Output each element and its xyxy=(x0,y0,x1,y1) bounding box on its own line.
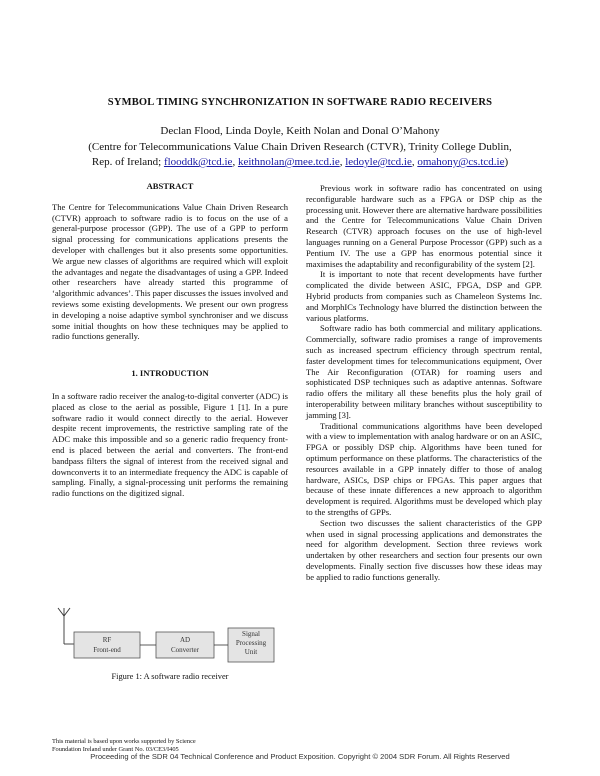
email-link-doyle[interactable]: ledoyle@tcd.ie xyxy=(345,156,412,168)
figure-caption: Figure 1: A software radio receiver xyxy=(111,672,229,681)
email-separator: , xyxy=(232,156,238,168)
author-emails xyxy=(40,155,560,171)
paper-title: SYMBOL TIMING SYNCHRONIZATION IN SOFTWARE RADIO RECEIVERS xyxy=(107,97,493,108)
block-label-converter: Converter xyxy=(171,646,199,654)
block-label-rf: RF xyxy=(102,636,112,644)
body-paragraph: Software radio has both commercial and military applications. Commercially, software radio promises a range of improvements such as increased spectrum efficiency through spectrum rental, faster development times for telecommunications equipment, Over The Air Reconfiguration (OTAR) for roaming users and sophisticated DSP techniques such as adaptive antennas. Software radio offers the military all these benefits plus the holy grail of interoperability between military branches without susceptibility to jamming [3]. xyxy=(306,323,542,420)
introduction-heading: 1. INTRODUCTION xyxy=(131,368,209,379)
introduction-text: In a software radio receiver the analog-to-digital converter (ADC) is placed as close to the aerial as possible, Figure 1 [1]. In a pure software radio it would connect directly to the aerial. However despite recent improvements, the restrictive sampling rate of the ADC make this impossible and so a generic radio frequency front-end is placed between the aerial and converters. The front-end bandpass filters the signal of interest from the received signal and downconverts it to an intermediate frequency the ADC is capable of sampling. Finally, a signal-processing unit performs the remaining radio functions on the digitized signal. xyxy=(52,390,288,499)
figure-1 xyxy=(52,600,288,670)
left-column xyxy=(52,181,288,499)
footnote-line-2: Foundation Ireland under Grant No. 03/CE3/I405 xyxy=(52,745,179,753)
block-label-unit: Unit xyxy=(244,648,258,656)
antenna-icon xyxy=(58,608,74,644)
abstract-heading: ABSTRACT xyxy=(146,181,194,191)
closing-paren: ) xyxy=(504,156,509,168)
author-names: Declan Flood, Linda Doyle, Keith Nolan and Donal O’Mahony xyxy=(160,125,440,137)
footnote-line-1: This material is based upon works supported by Science xyxy=(52,738,196,745)
right-column xyxy=(306,183,542,582)
body-paragraph: It is important to note that recent developments have further complicated the divide between ASIC, FPGA, DSP and GPP. Hybrid products from companies such as Chameleon Systems Inc. and MorphICs Technology have blurred the distinction between the various platforms. xyxy=(306,269,542,323)
body-paragraph: Section two discusses the salient characteristics of the GPP when used in signal processing applications and demonstrates the need for algorithm development. Section three reviews work undertaken by other researchers and section four presents our own developments. Finally section five discusses how these ideas may be applied to radio functions generally. xyxy=(306,517,542,582)
author-block xyxy=(40,124,560,171)
conference-footer: Proceeding of the SDR 04 Technical Conference and Product Exposition. Copyright © 2004 SDR Forum. All Rights Reserved xyxy=(90,752,510,761)
body-paragraph: Previous work in software radio has concentrated on using reconfigurable hardware such as a FPGA or DSP chip as the processing unit. However there are alternative hardware possibilities and the Centre for Telecommunications Value Chain Driven Research (CTVR) approach focuses on the use of high-level languages running on a General Purpose Processor (GPP) such as a Pentium IV. The use a GPP has enormous potential since it maximises the adaptability and reconfigurability of the system [2]. xyxy=(306,183,542,269)
email-link-omahony[interactable]: omahony@cs.tcd.ie xyxy=(417,156,505,168)
email-link-flood[interactable]: flooddk@tcd.ie xyxy=(163,156,233,168)
block-label-signal: Signal xyxy=(242,630,260,638)
abstract-text: The Centre for Telecommunications Value Chain Driven Research (CTVR) approach to software radio is to focus on the use of a general-purpose processor (GPP). The use of a GPP to perform signal processing for communications applications presents the developer with challenges but it also presents some opportunities. We argue new classes of algorithms are required which will exploit the advantages and negate the disadvantages of using a GPP. Indeed other researchers have already started this programme of ‘algorithmic advances’. This paper discusses the issues involved and reviews some existing developments. We present our own progress in developing a noise adaptive symbol synchroniser and we discuss some initial thoughts on how these techniques may be applied to radio functions generally. xyxy=(52,201,288,342)
email-separator: , xyxy=(339,156,346,168)
body-paragraph: Traditional communications algorithms have been developed with a view to implementation with analog hardware or on an ASIC, FPGA or possibly DSP chip. Algorithms have been tuned for optimum performance on these platforms. The characteristics of the resources available in a GPP innately differ to those of analog hardware, ASICs, DSP chips or FPGAs. This paper argues that because of these innate differences a new approach to algorithm development is required. Algorithms must be developed which play to the strengths of GPPs. xyxy=(306,420,542,517)
block-label-ad: AD xyxy=(179,636,191,644)
receiver-diagram xyxy=(52,600,288,670)
rep-prefix: Rep. of Ireland; xyxy=(91,156,164,168)
block-label-processing: Processing xyxy=(235,639,267,647)
block-label-frontend: Front-end xyxy=(93,646,121,654)
email-separator: , xyxy=(411,156,418,168)
author-affiliation: (Centre for Telecommunications Value Chain Driven Research (CTVR), Trinity College Dublin, xyxy=(88,140,512,153)
email-link-nolan[interactable]: keithnolan@mee.tcd.ie xyxy=(237,156,340,168)
